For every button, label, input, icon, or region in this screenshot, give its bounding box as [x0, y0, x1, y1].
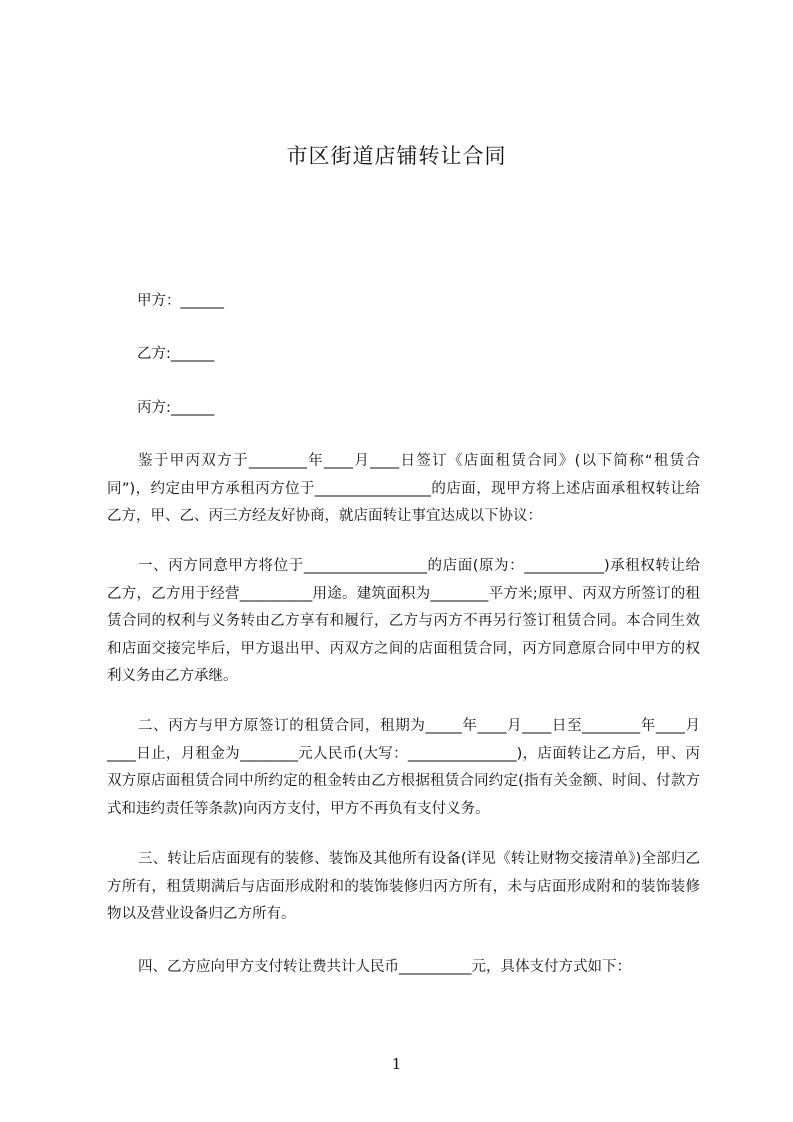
party-b-line: 乙方:______ [137, 346, 215, 362]
clause-4-paragraph: 四、乙方应向甲方支付转让费共计人民币__________元，具体支付方式如下： [138, 959, 631, 975]
page-number: 1 [391, 1055, 402, 1073]
clause-2-paragraph: 二、丙方与甲方原签订的租赁合同，租期为_____年____月____日至________年____月____日止，月租金为________元人民币(大写：_______________)，店面转让乙方后，甲、丙双方原店面租赁合同中所约定的租金转由乙方根据租赁合同约定(指有关金额、时间、付款方式和违约责任等条款)向丙方支付，甲方不再负有支付义务。 [107, 718, 700, 817]
intro-paragraph: 鉴于甲丙双方于________年____月____日签订《店面租赁合同》(以下简称“租赁合同”)，约定由甲方承租丙方位于________________的店面，现甲方将上述店面承租权转让给乙方，甲、乙、丙三方经友好协商，就店面转让事宜达成以下协议： [107, 453, 700, 524]
clause-3-paragraph: 三、转让后店面现有的装修、装饰及其他所有设备(详见《转让财物交接清单》)全部归乙方所有，租赁期满后与店面形成附和的装饰装修归丙方所有，未与店面形成附和的装饰装修物以及营业设备归乙方所有。 [107, 851, 700, 922]
clause-1-paragraph: 一、丙方同意甲方将位于_________________的店面(原为：___________)承租权转让给乙方，乙方用于经营__________用途。建筑面积为________平方米;原甲、丙双方所签订的租赁合同的权利与义务转由乙方享有和履行，乙方与丙方不再另行签订租赁合同。本合同生效和店面交接完毕后，甲方退出甲、丙双方之间的店面租赁合同，丙方同意原合同中甲方的权利义务由乙方承继。 [107, 558, 700, 684]
party-c-line: 丙方:______ [137, 400, 215, 416]
contract-title: 市区街道店铺转让合同 [286, 144, 507, 168]
party-a-line: 甲方：______ [137, 293, 224, 309]
